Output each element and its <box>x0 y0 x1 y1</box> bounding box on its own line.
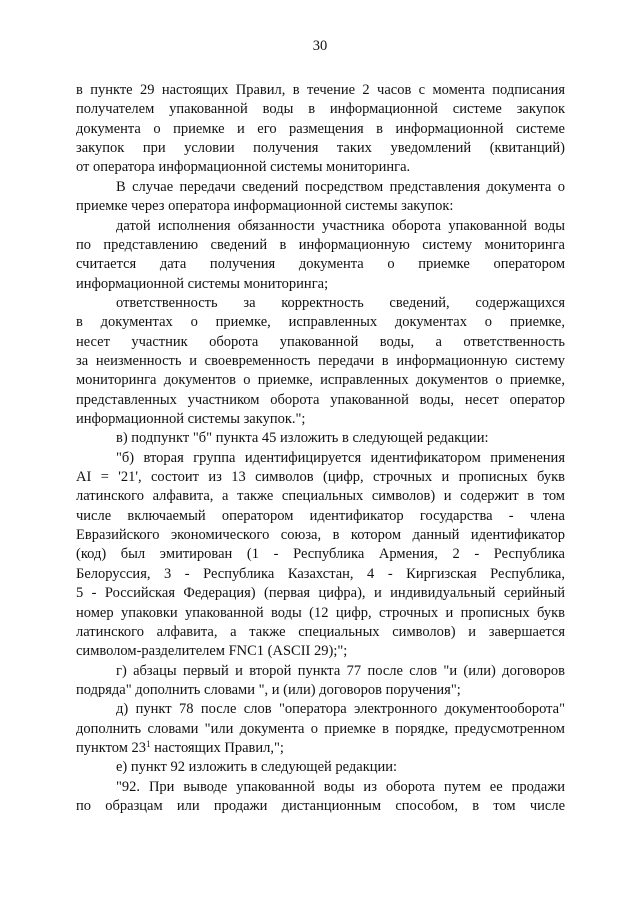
text-line-content: (код) был эмитирован (1 - Республика Армения, 2 - Республика <box>76 546 565 563</box>
text-line-content: "92. При выводе упакованной воды из оборота путем ее продажи <box>116 778 565 795</box>
text-line <box>76 583 565 603</box>
text-line-content: по представлению сведений в информационную систему мониторинга <box>76 236 565 253</box>
text-line <box>116 293 565 313</box>
text-line-content: "б) вторая группа идентифицируется идентификатором применения <box>116 449 565 466</box>
text-line <box>76 564 565 584</box>
text-line-content: AI = '21', состоит из 13 символов (цифр, строчных и прописных букв <box>76 469 565 485</box>
text-line-content: мониторинга документов о приемке, исправленных документов о приемке, <box>76 372 565 389</box>
text-line <box>116 777 565 797</box>
text-line <box>76 525 565 545</box>
text-line <box>76 196 565 216</box>
text-line-content: закупок при условии получения таких уведомлений (квитанций) <box>76 140 565 157</box>
text-line-content: несет участник оборота упакованной воды, а ответственность <box>76 333 565 350</box>
text-line-content: по образцам или продажи дистанционным способом, в том числе <box>76 798 565 814</box>
text-line-content: приемке через оператора информационной системы закупок: <box>76 198 454 215</box>
text-line-content: е) пункт 92 изложить в следующей редакции: <box>116 759 398 776</box>
text-line-content: номер упаковки упакованной воды (12 цифр, строчных и прописных букв <box>76 604 565 621</box>
text-line <box>76 641 565 661</box>
text-line-content: документа о приемке и его размещения в информационной системе <box>76 120 565 137</box>
text-line <box>76 622 565 642</box>
text-line-content: за неизменность и своевременность передачи в информационную систему <box>76 352 565 369</box>
text-line-content: считается дата получения документа о приемке оператором <box>76 256 565 273</box>
superscript: 1 <box>146 738 151 749</box>
text-line <box>76 332 565 352</box>
text-line-content: представленных участником оборота упакованной воды, несет оператор <box>76 391 565 408</box>
text-line <box>76 138 565 158</box>
text-line <box>76 544 565 564</box>
text-line-content: латинского алфавита, а также специальных символов) и завершается <box>76 623 565 640</box>
text-line <box>76 796 565 816</box>
text-line-content: дополнить словами "или документа о приемке в порядке, предусмотренном <box>76 720 565 737</box>
text-line <box>76 719 565 739</box>
text-line-content: В случае передачи сведений посредством представления документа о <box>116 178 565 195</box>
text-line-content: информационной системы закупок."; <box>76 411 306 427</box>
page-number: 30 <box>312 38 328 54</box>
text-line-content: Белоруссия, 3 - Республика Казахстан, 4 - Киргизская Республика, <box>76 565 565 582</box>
text-line <box>116 216 565 236</box>
text-line-content: Евразийского экономического союза, в котором данный идентификатор <box>76 527 565 543</box>
text-line <box>76 119 565 139</box>
text-line <box>76 157 565 177</box>
text-line <box>76 254 565 274</box>
text-line-content: 5 - Российская Федерация) (первая цифра), и индивидуальный серийный <box>76 585 565 602</box>
text-line <box>76 467 565 487</box>
text-line <box>116 699 565 719</box>
text-line <box>76 486 565 506</box>
text-line-content: числе включаемый оператором идентификатор государства - члена <box>76 507 565 524</box>
text-line <box>116 661 565 681</box>
text-line <box>76 409 565 429</box>
text-line-content: пунктом 23 <box>76 739 147 756</box>
text-line <box>76 351 565 371</box>
text-line <box>76 99 565 119</box>
text-line-content: информационной системы мониторинга; <box>76 275 329 292</box>
text-line <box>76 370 565 390</box>
text-line-content: датой исполнения обязанности участника оборота упакованной воды <box>116 217 565 234</box>
text-line <box>116 177 565 197</box>
text-line-content: ответственность за корректность сведений, содержащихся <box>116 294 565 311</box>
text-line-content: д) пункт 78 после слов "оператора электронного документооборота" <box>116 701 565 718</box>
text-line <box>76 603 565 623</box>
text-line-tail: настоящих Правил,"; <box>150 739 284 756</box>
text-line <box>76 235 565 255</box>
text-line <box>116 757 565 777</box>
text-line <box>76 506 565 526</box>
text-line <box>116 448 565 468</box>
text-line-content: в документах о приемке, исправленных документах о приемке, <box>76 314 565 331</box>
text-line-content: получателем упакованной воды в информационной системе закупок <box>76 101 565 118</box>
text-line-content: от оператора информационной системы мониторинга. <box>76 159 411 176</box>
text-line-content: латинского алфавита, а также специальных символов) и содержит в том <box>76 488 565 505</box>
text-line <box>76 80 565 100</box>
text-line <box>76 274 565 294</box>
text-line-content: подряда" дополнить словами ", и (или) договоров поручения"; <box>76 681 461 698</box>
text-line-content: г) абзацы первый и второй пункта 77 после слов "и (или) договоров <box>116 662 565 679</box>
text-line-content: символом-разделителем FNC1 (ASCII 29);"; <box>76 643 348 660</box>
text-line <box>76 390 565 410</box>
text-line-content: в пункте 29 настоящих Правил, в течение 2 часов с момента подписания <box>76 82 565 98</box>
text-line <box>76 312 565 332</box>
text-line-content: в) подпункт "б" пункта 45 изложить в следующей редакции: <box>116 430 489 447</box>
text-line <box>76 680 565 700</box>
text-line <box>116 428 565 448</box>
text-line <box>76 738 565 758</box>
